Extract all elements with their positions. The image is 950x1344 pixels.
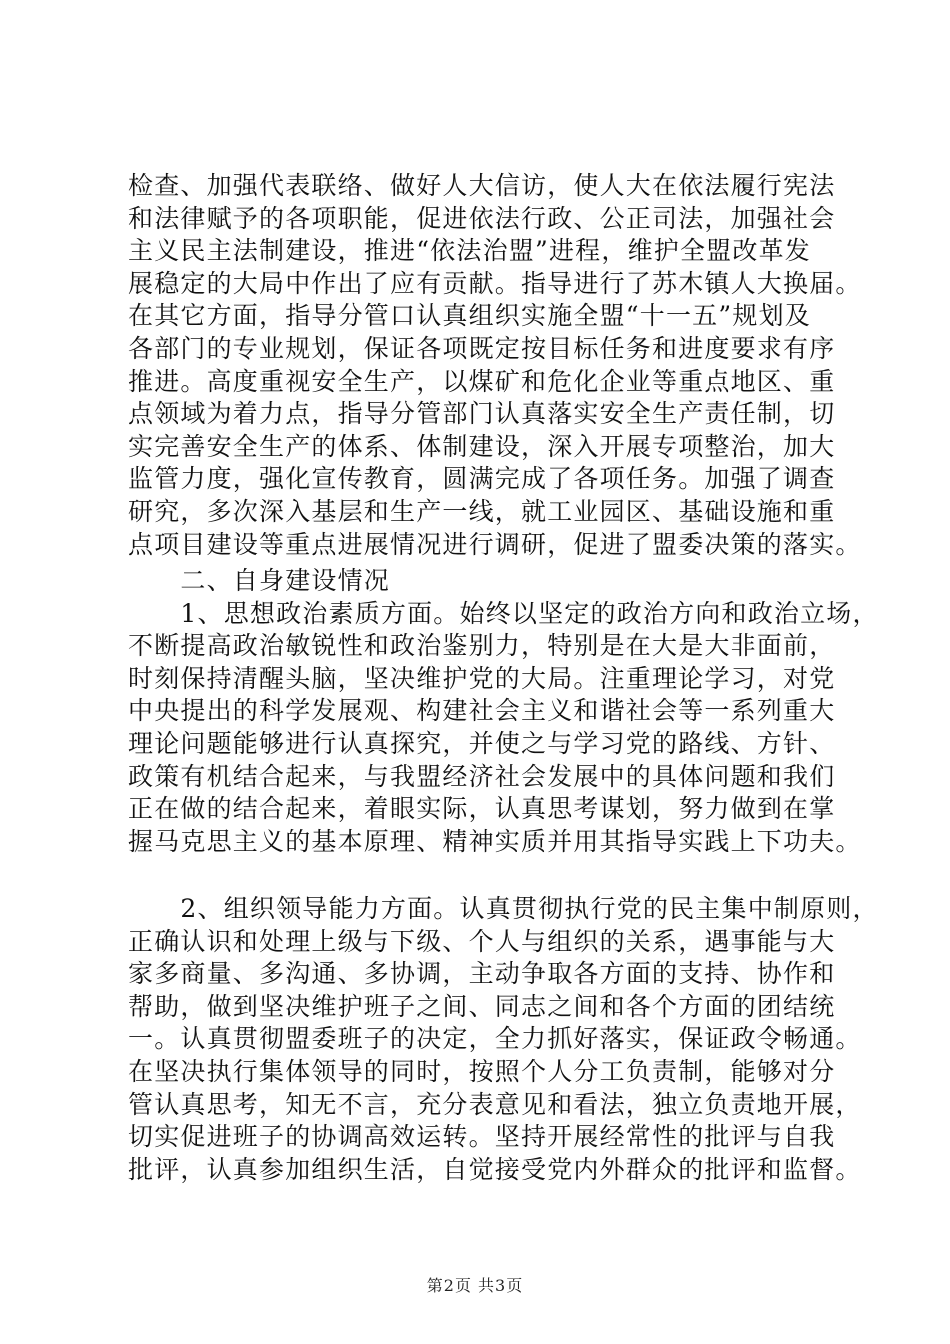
- text-line: 检查、加强代表联络、做好人大信访，使人大在依法履行宪法: [128, 171, 836, 200]
- text-line: 握马克思主义的基本原理、精神实质并用其指导实践上下功夫。: [128, 826, 862, 856]
- text-line: 政策有机结合起来，与我盟经济社会发展中的具体问题和我们: [128, 761, 836, 791]
- text-line: 2、组织领导能力方面。认真贯彻执行党的民主集中制原则，: [128, 894, 879, 923]
- paragraph-2: [128, 893, 879, 1186]
- text-line: 不断提高政治敏锐性和政治鉴别力，特别是在大是大非面前，: [128, 631, 836, 661]
- text-line: 一。认真贯彻盟委班子的决定，全力抓好落实，保证政令畅通。: [128, 1024, 862, 1054]
- text-line: 和法律赋予的各项职能，促进依法行政、公正司法，加强社会: [128, 203, 836, 233]
- text-line: 管认真思考，知无不言，充分表意见和看法，独立负责地开展，: [128, 1089, 862, 1119]
- page-number-footer: 第2页 共3页: [426, 1276, 524, 1295]
- text-line: 实完善安全生产的体系、体制建设，深入开展专项整治，加大: [128, 431, 836, 461]
- text-line: 主义民主法制建设，推进“依法治盟”进程，维护全盟改革发: [128, 236, 811, 266]
- text-line: 家多商量、多沟通、多协调，主动争取各方面的支持、协作和: [128, 959, 836, 989]
- text-line: 监管力度，强化宣传教育，圆满完成了各项任务。加强了调查: [128, 464, 836, 494]
- text-line: 推进。高度重视安全生产，以煤矿和危化企业等重点地区、重: [128, 366, 836, 396]
- section-heading: 二、自身建设情况: [128, 566, 391, 595]
- text-line: 中央提出的科学发展观、构建社会主义和谐社会等一系列重大: [128, 696, 836, 726]
- text-line: 理论问题能够进行认真探究，并使之与学习党的路线、方针、: [128, 728, 836, 758]
- section-2: [128, 565, 879, 858]
- text-line: 展稳定的大局中作出了应有贡献。指导进行了苏木镇人大换届。: [128, 268, 862, 298]
- text-line: 帮助，做到坚决维护班子之间、同志之间和各个方面的团结统: [128, 991, 836, 1021]
- text-line: 在其它方面，指导分管口认真组织实施全盟“十一五”规划及: [128, 301, 811, 331]
- text-line: 切实促进班子的协调高效运转。坚持开展经常性的批评与自我: [128, 1122, 836, 1152]
- text-line: 点项目建设等重点进展情况进行调研，促进了盟委决策的落实。: [128, 529, 862, 559]
- text-line: 1、思想政治素质方面。始终以坚定的政治方向和政治立场，: [128, 598, 879, 628]
- text-line: 各部门的专业规划，保证各项既定按目标任务和进度要求有序: [128, 333, 836, 363]
- text-line: 正确认识和处理上级与下级、个人与组织的关系，遇事能与大: [128, 926, 836, 956]
- text-line: 研究，多次深入基层和生产一线，就工业园区、基础设施和重: [128, 496, 836, 526]
- paragraph-intro: [128, 170, 862, 561]
- text-line: 时刻保持清醒头脑，坚决维护党的大局。注重理论学习，对党: [128, 663, 836, 693]
- text-line: 在坚决执行集体领导的同时，按照个人分工负责制，能够对分: [128, 1056, 836, 1086]
- text-line: 正在做的结合起来，着眼实际，认真思考谋划，努力做到在掌: [128, 794, 836, 824]
- text-line: 批评，认真参加组织生活，自觉接受党内外群众的批评和监督。: [128, 1154, 862, 1184]
- text-line: 点领域为着力点，指导分管部门认真落实安全生产责任制，切: [128, 399, 836, 429]
